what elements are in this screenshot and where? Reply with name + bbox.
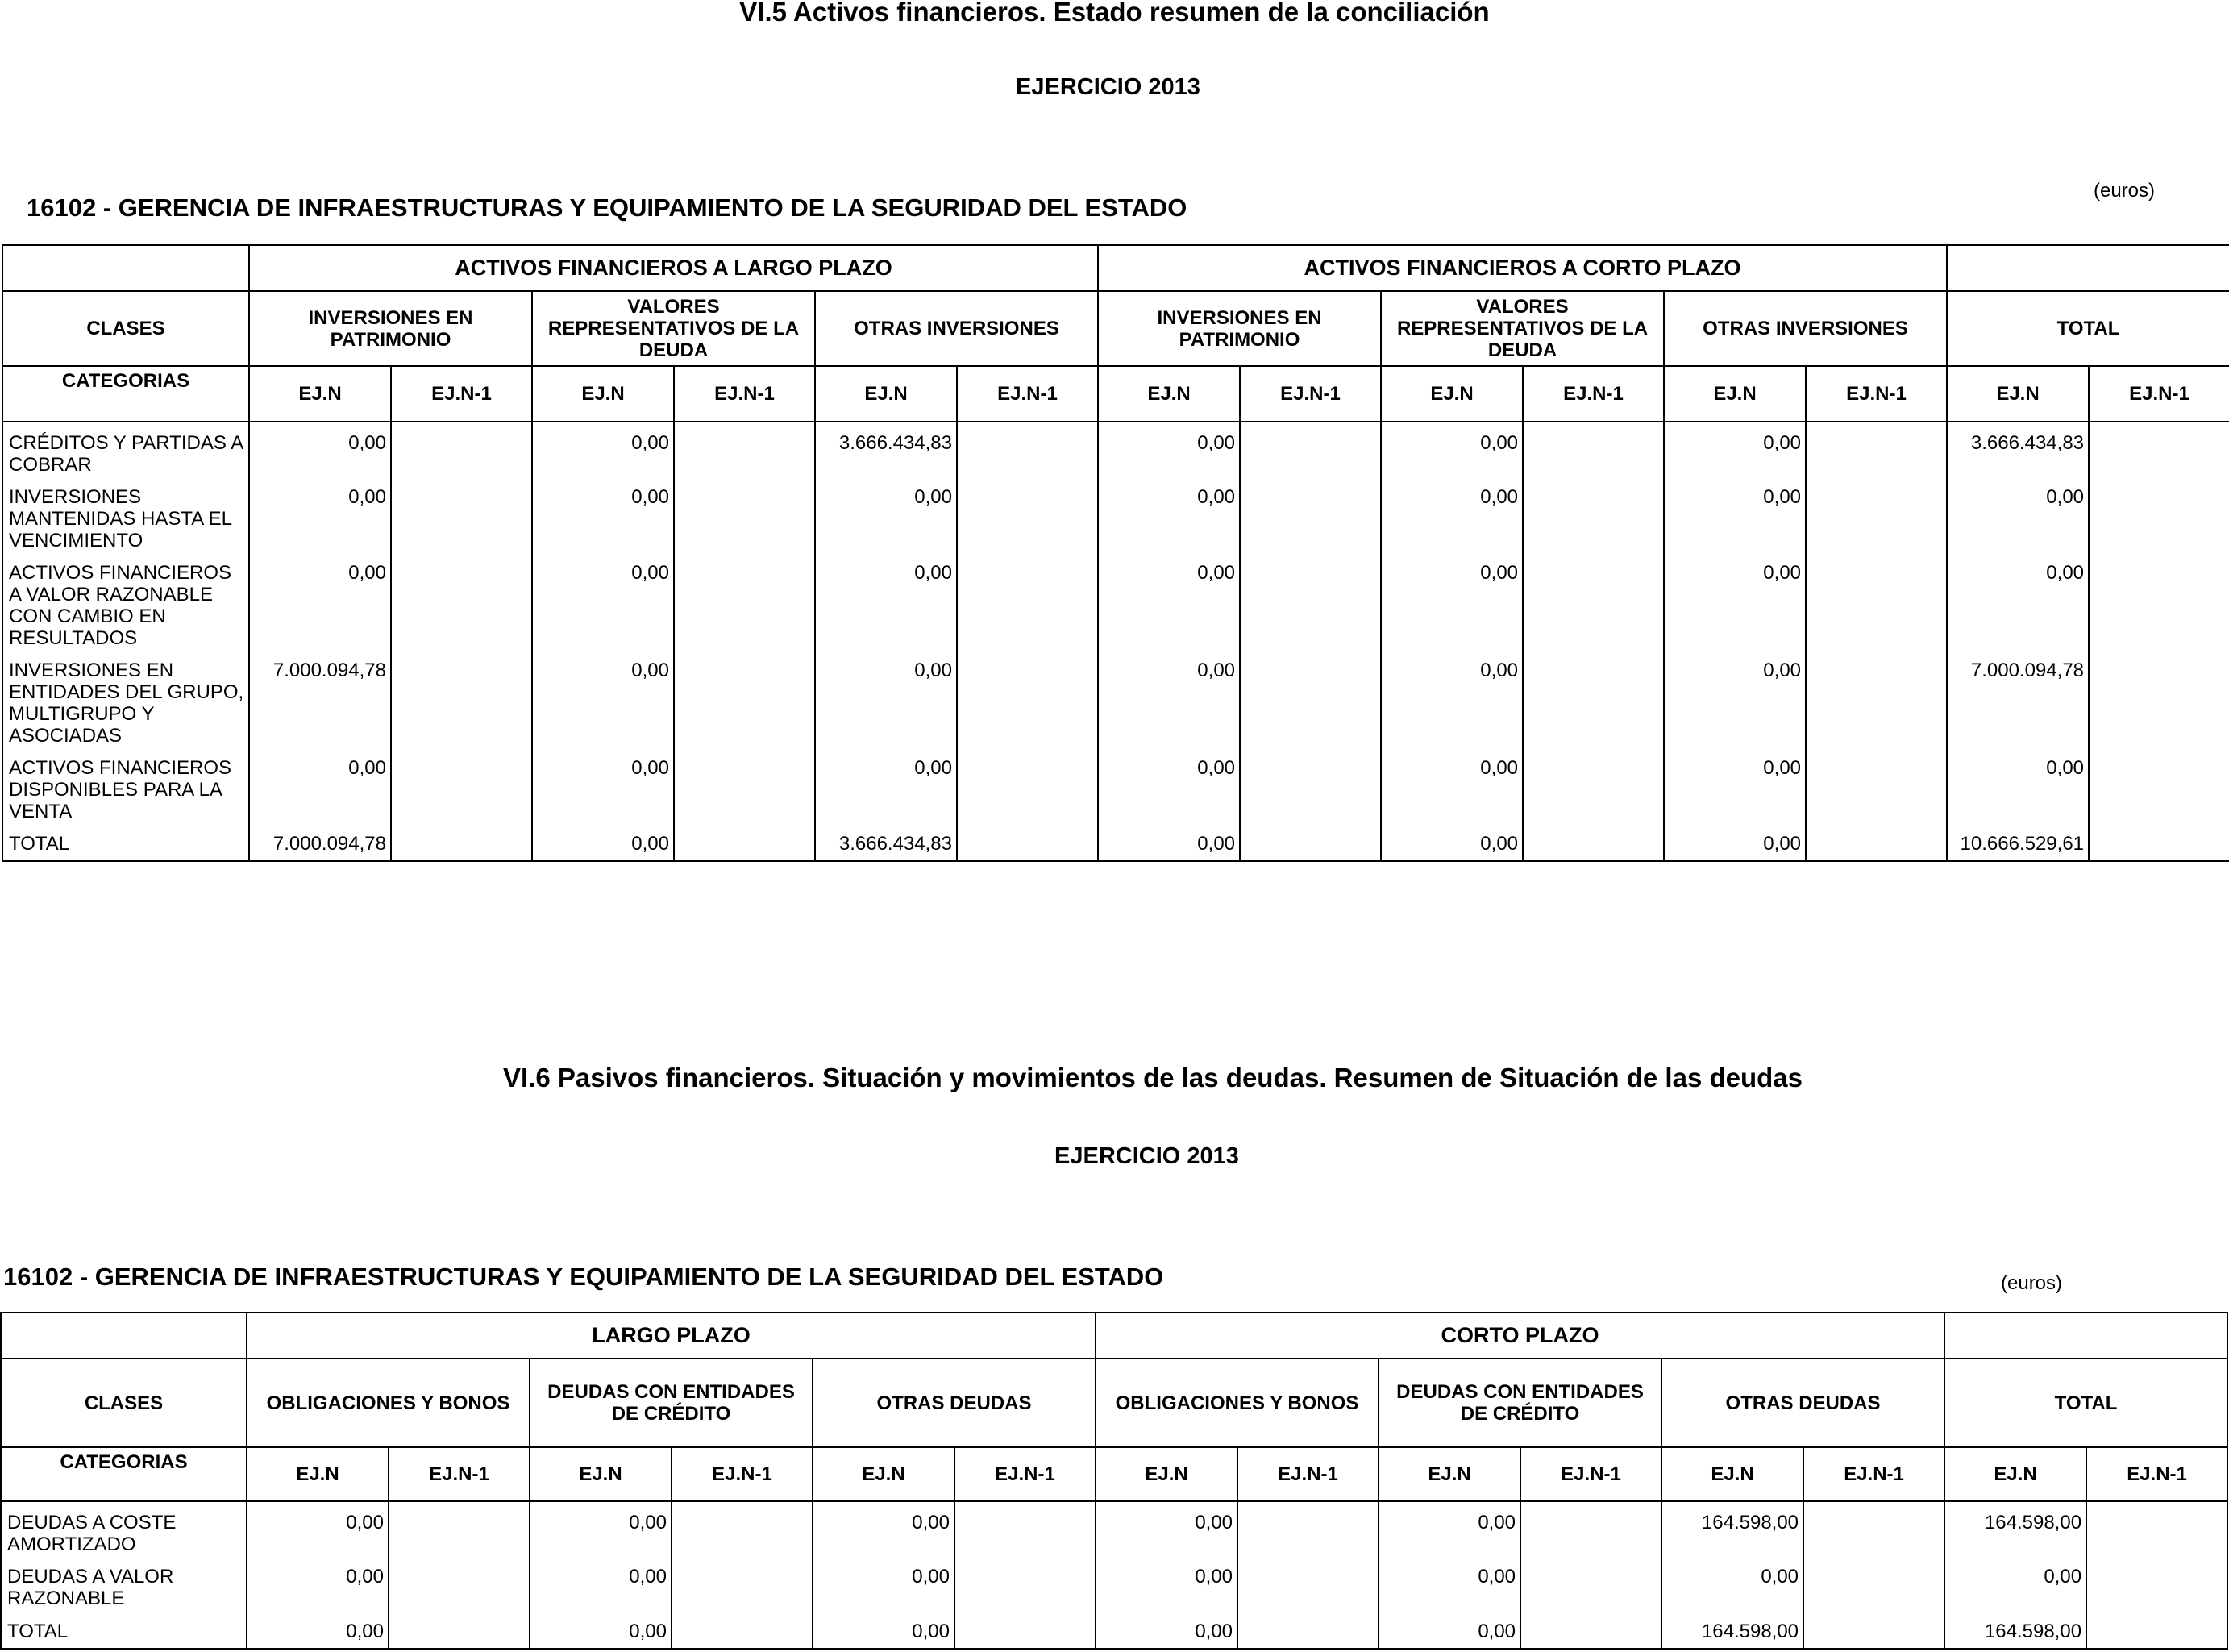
value-cell <box>1806 747 1947 823</box>
categorias-header: CATEGORIAS <box>2 366 249 422</box>
value-cell <box>672 1611 813 1649</box>
category-cell: INVERSIONES MANTENIDAS HASTA EL VENCIMIENTO <box>2 476 249 552</box>
value-cell: 0,00 <box>813 1611 954 1649</box>
value-cell <box>389 1556 530 1611</box>
value-cell <box>1240 552 1381 650</box>
year-n1-header: EJ.N-1 <box>674 366 815 422</box>
value-cell <box>1806 650 1947 747</box>
value-cell <box>2089 552 2229 650</box>
group-long-term: LARGO PLAZO <box>247 1313 1096 1359</box>
value-cell <box>954 1611 1096 1649</box>
year-n-header: EJ.N <box>815 366 957 422</box>
value-cell: 0,00 <box>249 552 391 650</box>
value-cell: 164.598,00 <box>1661 1611 1803 1649</box>
value-cell <box>957 422 1098 476</box>
liabilities-table-body <box>1 1501 2227 1649</box>
value-cell <box>674 422 815 476</box>
value-cell: 0,00 <box>813 1501 954 1556</box>
class-header: DEUDAS CON ENTIDADES DE CRÉDITO <box>1379 1359 1661 1447</box>
year-n1-header: EJ.N-1 <box>1237 1447 1379 1501</box>
clases-header: CLASES <box>1 1359 247 1447</box>
year-n1-header: EJ.N-1 <box>1520 1447 1661 1501</box>
value-cell: 0,00 <box>1098 747 1240 823</box>
value-cell <box>1523 552 1664 650</box>
value-cell <box>2086 1501 2227 1556</box>
value-cell <box>1523 747 1664 823</box>
value-cell: 7.000.094,78 <box>249 823 391 861</box>
value-cell: 0,00 <box>1381 476 1523 552</box>
value-cell: 0,00 <box>1947 476 2089 552</box>
value-cell <box>389 1611 530 1649</box>
category-cell: INVERSIONES EN ENTIDADES DEL GRUPO, MULTIGRUPO Y ASOCIADAS <box>2 650 249 747</box>
table-row <box>2 552 2229 650</box>
year-n1-header: EJ.N-1 <box>1806 366 1947 422</box>
value-cell <box>1520 1556 1661 1611</box>
value-cell <box>391 422 532 476</box>
value-cell <box>1806 422 1947 476</box>
category-cell: DEUDAS A COSTE AMORTIZADO <box>1 1501 247 1556</box>
value-cell <box>391 747 532 823</box>
value-cell <box>674 823 815 861</box>
year-n1-header: EJ.N-1 <box>957 366 1098 422</box>
year-n-header: EJ.N <box>532 366 674 422</box>
header-blank <box>1 1313 247 1359</box>
category-cell: DEUDAS A VALOR RAZONABLE <box>1 1556 247 1611</box>
value-cell: 0,00 <box>249 747 391 823</box>
value-cell <box>1523 650 1664 747</box>
value-cell <box>2089 747 2229 823</box>
value-cell <box>954 1501 1096 1556</box>
value-cell: 7.000.094,78 <box>1947 650 2089 747</box>
value-cell: 0,00 <box>815 476 957 552</box>
value-cell: 0,00 <box>1664 747 1806 823</box>
value-cell: 0,00 <box>1661 1556 1803 1611</box>
value-cell <box>1520 1501 1661 1556</box>
value-cell <box>672 1556 813 1611</box>
value-cell <box>672 1501 813 1556</box>
section1-units: (euros) <box>2094 180 2156 202</box>
year-n1-header: EJ.N-1 <box>1523 366 1664 422</box>
value-cell: 0,00 <box>1381 823 1523 861</box>
value-cell: 0,00 <box>1664 422 1806 476</box>
year-n1-header: EJ.N-1 <box>954 1447 1096 1501</box>
value-cell: 0,00 <box>1096 1556 1237 1611</box>
value-cell <box>2089 650 2229 747</box>
value-cell: 0,00 <box>1098 476 1240 552</box>
value-cell: 3.666.434,83 <box>1947 422 2089 476</box>
value-cell <box>1240 747 1381 823</box>
year-n1-header: EJ.N-1 <box>389 1447 530 1501</box>
value-cell <box>1240 650 1381 747</box>
value-cell: 0,00 <box>1379 1611 1520 1649</box>
year-n-header: EJ.N <box>1381 366 1523 422</box>
value-cell: 0,00 <box>532 552 674 650</box>
table-row <box>2 747 2229 823</box>
value-cell: 0,00 <box>1096 1501 1237 1556</box>
year-n-header: EJ.N <box>1098 366 1240 422</box>
section1-subtitle: EJERCICIO 2013 <box>1016 74 1200 100</box>
value-cell: 0,00 <box>249 422 391 476</box>
value-cell <box>1523 422 1664 476</box>
table-row <box>2 422 2229 476</box>
category-cell: ACTIVOS FINANCIEROS DISPONIBLES PARA LA VENTA <box>2 747 249 823</box>
value-cell: 0,00 <box>1098 552 1240 650</box>
value-cell <box>391 552 532 650</box>
value-cell: 0,00 <box>1381 650 1523 747</box>
value-cell <box>957 823 1098 861</box>
class-header: OBLIGACIONES Y BONOS <box>247 1359 530 1447</box>
value-cell: 0,00 <box>815 552 957 650</box>
table-row <box>1 1556 2227 1611</box>
class-header: DEUDAS CON ENTIDADES DE CRÉDITO <box>530 1359 813 1447</box>
value-cell <box>957 552 1098 650</box>
category-cell: CRÉDITOS Y PARTIDAS A COBRAR <box>2 422 249 476</box>
class-header: OTRAS INVERSIONES <box>1664 291 1947 366</box>
group-short-term: ACTIVOS FINANCIEROS A CORTO PLAZO <box>1098 245 1947 291</box>
class-header: VALORES REPRESENTATIVOS DE LA DEUDA <box>532 291 815 366</box>
year-n1-header: EJ.N-1 <box>391 366 532 422</box>
value-cell: 0,00 <box>1664 552 1806 650</box>
value-cell: 0,00 <box>1381 422 1523 476</box>
assets-table-body <box>2 422 2229 861</box>
year-n-header: EJ.N <box>1096 1447 1237 1501</box>
value-cell <box>1806 552 1947 650</box>
value-cell <box>1237 1556 1379 1611</box>
value-cell: 0,00 <box>813 1556 954 1611</box>
value-cell <box>2089 422 2229 476</box>
table-row <box>1 1501 2227 1556</box>
value-cell: 0,00 <box>1944 1556 2086 1611</box>
year-n-header: EJ.N <box>1947 366 2089 422</box>
value-cell <box>1523 476 1664 552</box>
value-cell: 0,00 <box>532 747 674 823</box>
assets-table <box>2 244 2229 862</box>
value-cell <box>391 823 532 861</box>
value-cell: 0,00 <box>1381 552 1523 650</box>
table-row <box>2 476 2229 552</box>
value-cell <box>674 650 815 747</box>
section1-entity: 16102 - GERENCIA DE INFRAESTRUCTURAS Y EQUIPAMIENTO DE LA SEGURIDAD DEL ESTADO <box>27 193 1187 222</box>
value-cell <box>391 476 532 552</box>
value-cell <box>957 650 1098 747</box>
value-cell: 0,00 <box>815 650 957 747</box>
total-header: TOTAL <box>1947 291 2229 366</box>
value-cell <box>2089 823 2229 861</box>
value-cell: 0,00 <box>249 476 391 552</box>
value-cell <box>674 476 815 552</box>
value-cell <box>1523 823 1664 861</box>
value-cell <box>391 650 532 747</box>
value-cell <box>1803 1611 1944 1649</box>
value-cell: 0,00 <box>1098 422 1240 476</box>
value-cell: 3.666.434,83 <box>815 823 957 861</box>
value-cell: 164.598,00 <box>1661 1501 1803 1556</box>
year-n-header: EJ.N <box>247 1447 389 1501</box>
value-cell: 0,00 <box>532 476 674 552</box>
value-cell <box>674 552 815 650</box>
year-n1-header: EJ.N-1 <box>672 1447 813 1501</box>
value-cell: 0,00 <box>1947 552 2089 650</box>
class-header: OTRAS INVERSIONES <box>815 291 1098 366</box>
value-cell <box>2086 1556 2227 1611</box>
value-cell: 0,00 <box>815 747 957 823</box>
value-cell <box>1237 1501 1379 1556</box>
table-row <box>2 650 2229 747</box>
section2-units: (euros) <box>2001 1272 2063 1294</box>
clases-header: CLASES <box>2 291 249 366</box>
class-header: VALORES REPRESENTATIVOS DE LA DEUDA <box>1381 291 1664 366</box>
value-cell: 7.000.094,78 <box>249 650 391 747</box>
value-cell: 0,00 <box>1664 476 1806 552</box>
class-header: OTRAS DEUDAS <box>813 1359 1096 1447</box>
value-cell: 0,00 <box>247 1556 389 1611</box>
year-n-header: EJ.N <box>1664 366 1806 422</box>
year-n-header: EJ.N <box>1661 1447 1803 1501</box>
value-cell <box>1806 823 1947 861</box>
value-cell: 0,00 <box>1381 747 1523 823</box>
year-n1-header: EJ.N-1 <box>1803 1447 1944 1501</box>
class-header: INVERSIONES EN PATRIMONIO <box>249 291 532 366</box>
value-cell: 0,00 <box>1098 650 1240 747</box>
value-cell: 10.666.529,61 <box>1947 823 2089 861</box>
value-cell: 0,00 <box>532 422 674 476</box>
value-cell <box>1237 1611 1379 1649</box>
value-cell <box>1803 1556 1944 1611</box>
value-cell: 0,00 <box>247 1611 389 1649</box>
value-cell: 0,00 <box>1098 823 1240 861</box>
value-cell <box>2086 1611 2227 1649</box>
liabilities-table <box>0 1312 2228 1650</box>
value-cell: 0,00 <box>532 650 674 747</box>
value-cell <box>1803 1501 1944 1556</box>
group-total-blank <box>1947 245 2229 291</box>
value-cell: 0,00 <box>1947 747 2089 823</box>
year-n-header: EJ.N <box>1944 1447 2086 1501</box>
categorias-header: CATEGORIAS <box>1 1447 247 1501</box>
total-header: TOTAL <box>1944 1359 2227 1447</box>
value-cell <box>1806 476 1947 552</box>
value-cell <box>957 747 1098 823</box>
category-cell: TOTAL <box>2 823 249 861</box>
section1-title: VI.5 Activos financieros. Estado resumen de la conciliación <box>739 0 1490 27</box>
value-cell: 3.666.434,83 <box>815 422 957 476</box>
table-row <box>1 1611 2227 1649</box>
year-n-header: EJ.N <box>1379 1447 1520 1501</box>
year-n1-header: EJ.N-1 <box>2086 1447 2227 1501</box>
table-row <box>2 823 2229 861</box>
category-cell: TOTAL <box>1 1611 247 1649</box>
class-header: OBLIGACIONES Y BONOS <box>1096 1359 1379 1447</box>
group-long-term: ACTIVOS FINANCIEROS A LARGO PLAZO <box>249 245 1098 291</box>
value-cell <box>1240 823 1381 861</box>
header-blank <box>2 245 249 291</box>
section2-subtitle: EJERCICIO 2013 <box>1054 1143 1239 1169</box>
value-cell <box>1520 1611 1661 1649</box>
value-cell: 0,00 <box>532 823 674 861</box>
year-n1-header: EJ.N-1 <box>1240 366 1381 422</box>
value-cell <box>1240 476 1381 552</box>
class-header: OTRAS DEUDAS <box>1661 1359 1944 1447</box>
class-header: INVERSIONES EN PATRIMONIO <box>1098 291 1381 366</box>
year-n1-header: EJ.N-1 <box>2089 366 2229 422</box>
value-cell <box>2089 476 2229 552</box>
value-cell <box>957 476 1098 552</box>
value-cell: 0,00 <box>530 1556 672 1611</box>
value-cell <box>1240 422 1381 476</box>
value-cell <box>954 1556 1096 1611</box>
value-cell: 0,00 <box>530 1501 672 1556</box>
category-cell: ACTIVOS FINANCIEROS A VALOR RAZONABLE CON CAMBIO EN RESULTADOS <box>2 552 249 650</box>
section2-title: VI.6 Pasivos financieros. Situación y movimientos de las deudas. Resumen de Situación de las deudas <box>502 1063 1803 1092</box>
value-cell: 0,00 <box>1664 650 1806 747</box>
group-short-term: CORTO PLAZO <box>1096 1313 1944 1359</box>
value-cell: 0,00 <box>530 1611 672 1649</box>
value-cell <box>389 1501 530 1556</box>
section2-entity: 16102 - GERENCIA DE INFRAESTRUCTURAS Y EQUIPAMIENTO DE LA SEGURIDAD DEL ESTADO <box>3 1263 1164 1291</box>
value-cell: 0,00 <box>1379 1501 1520 1556</box>
value-cell: 164.598,00 <box>1944 1501 2086 1556</box>
value-cell: 164.598,00 <box>1944 1611 2086 1649</box>
value-cell: 0,00 <box>1096 1611 1237 1649</box>
value-cell: 0,00 <box>1664 823 1806 861</box>
group-total-blank <box>1944 1313 2227 1359</box>
value-cell: 0,00 <box>247 1501 389 1556</box>
value-cell <box>674 747 815 823</box>
year-n-header: EJ.N <box>530 1447 672 1501</box>
year-n-header: EJ.N <box>813 1447 954 1501</box>
value-cell: 0,00 <box>1379 1556 1520 1611</box>
year-n-header: EJ.N <box>249 366 391 422</box>
